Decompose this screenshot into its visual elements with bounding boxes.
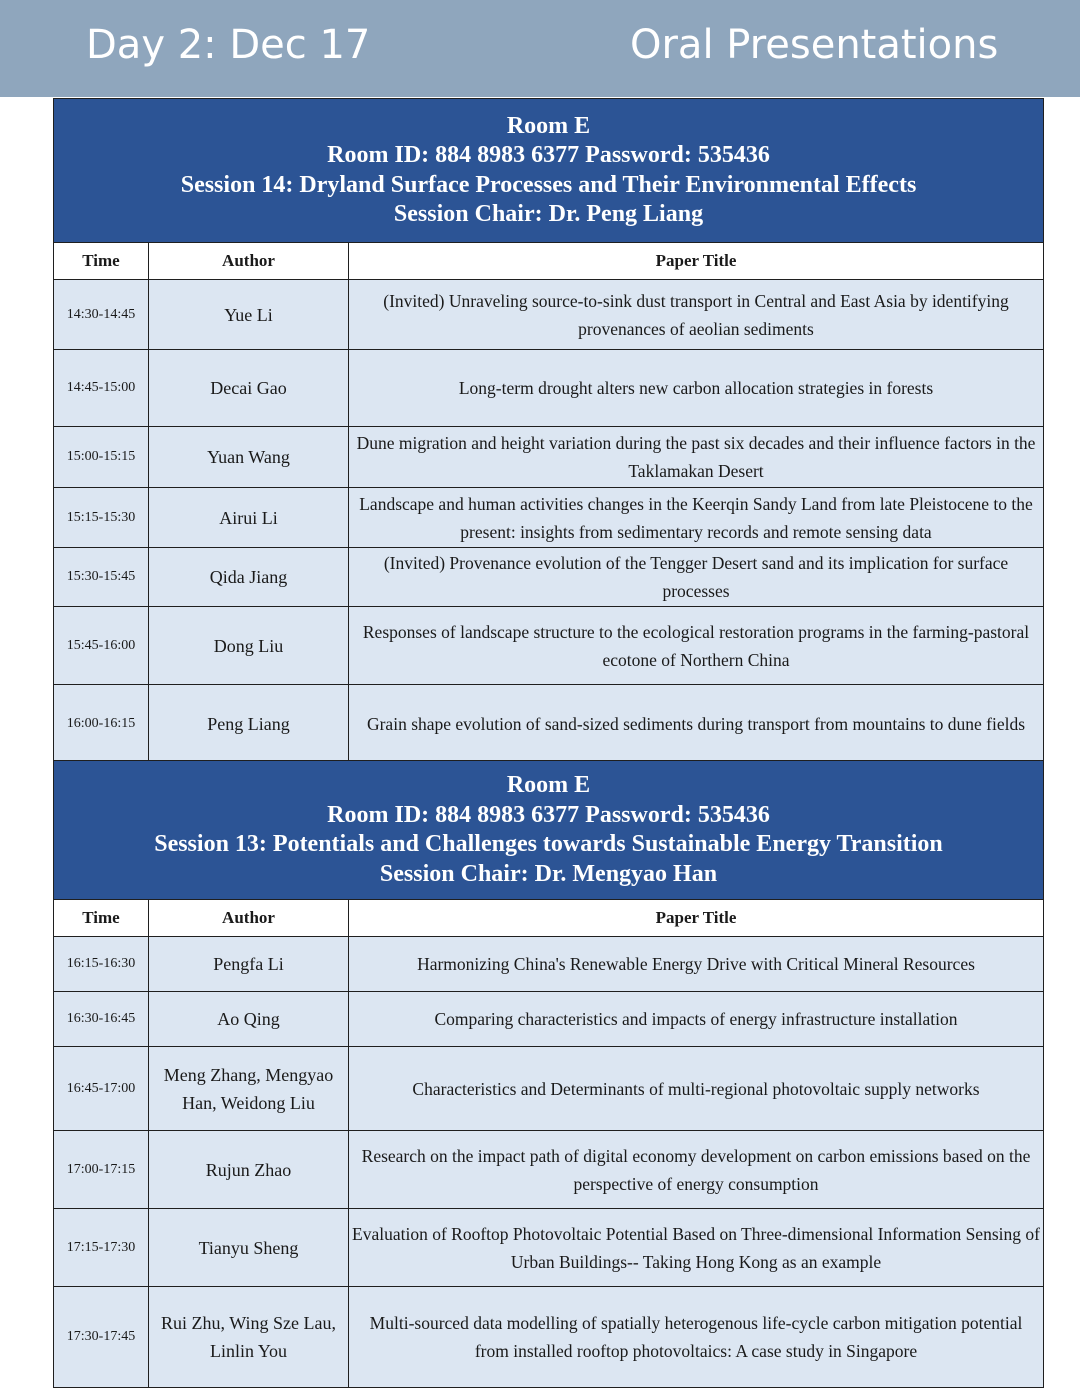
column-header-time: Time (54, 900, 149, 937)
session-chair: Session Chair: Dr. Mengyao Han (379, 860, 718, 887)
time-cell: 17:15-17:30 (54, 1209, 149, 1287)
table-row (54, 1209, 1044, 1287)
table-row (54, 937, 1044, 992)
time-cell: 15:30-15:45 (54, 548, 149, 607)
author-cell: Rui Zhu, Wing Sze Lau, Linlin You (149, 1287, 349, 1388)
session-header (54, 99, 1044, 243)
room-name: Room E (506, 772, 591, 798)
table-row (54, 1047, 1044, 1131)
paper-title-cell: Responses of landscape structure to the ecological restoration programs in the farming-pastoral ecotone of Northern China (349, 607, 1044, 685)
time-cell: 16:15-16:30 (54, 937, 149, 992)
author-cell: Peng Liang (149, 685, 349, 763)
author-cell: Pengfa Li (149, 937, 349, 992)
paper-title-cell: Harmonizing China's Renewable Energy Drive with Critical Mineral Resources (349, 937, 1044, 992)
column-header-title: Paper Title (349, 243, 1044, 280)
time-cell: 16:30-16:45 (54, 992, 149, 1047)
author-cell: Airui Li (149, 488, 349, 548)
author-cell: Yue Li (149, 280, 349, 350)
table-row (54, 685, 1044, 763)
paper-title-cell: Long-term drought alters new carbon allocation strategies in forests (349, 350, 1044, 427)
paper-title-cell: (Invited) Unraveling source-to-sink dust transport in Central and East Asia by identifying provenances of aeolian sediments (349, 280, 1044, 350)
room-id: Room ID: 884 8983 6377 Password: 535436 (327, 142, 770, 168)
paper-title-cell: (Invited) Provenance evolution of the Tengger Desert sand and its implication for surface processes (349, 548, 1044, 607)
paper-title-cell: Research on the impact path of digital economy development on carbon emissions based on the perspective of energy consumption (349, 1131, 1044, 1209)
time-cell: 15:15-15:30 (54, 488, 149, 548)
paper-title-cell: Evaluation of Rooftop Photovoltaic Potential Based on Three-dimensional Information Sensing of Urban Buildings-- Taking Hong Kong as an example (349, 1209, 1044, 1287)
table-row (54, 1287, 1044, 1388)
session-title: Session 13: Potentials and Challenges towards Sustainable Energy Transition (154, 831, 943, 857)
column-header-author: Author (149, 243, 349, 280)
session-title: Session 14: Dryland Surface Processes and Their Environmental Effects (180, 171, 917, 198)
column-header-author: Author (149, 900, 349, 937)
time-cell: 15:00-15:15 (54, 427, 149, 488)
paper-title-cell: Characteristics and Determinants of multi-regional photovoltaic supply networks (349, 1047, 1044, 1131)
session-header (54, 761, 1044, 900)
time-cell: 17:00-17:15 (54, 1131, 149, 1209)
paper-title-cell: Landscape and human activities changes in the Keerqin Sandy Land from late Pleistocene to the present: insights from sedimentary records and remote sensing data (349, 488, 1044, 548)
author-cell: Yuan Wang (149, 427, 349, 488)
paper-title-cell: Multi-sourced data modelling of spatially heterogenous life-cycle carbon mitigation potential from installed rooftop photovoltaics: A case study in Singapore (349, 1287, 1044, 1388)
presentation-type-label: Oral Presentations (630, 22, 999, 68)
session-chair: Session Chair: Dr. Peng Liang (393, 201, 704, 227)
time-cell: 17:30-17:45 (54, 1287, 149, 1388)
table-row (54, 607, 1044, 685)
table-row (54, 992, 1044, 1047)
author-cell: Tianyu Sheng (149, 1209, 349, 1287)
time-cell: 15:45-16:00 (54, 607, 149, 685)
column-header-time: Time (54, 243, 149, 280)
page-banner (0, 0, 1080, 97)
room-name: Room E (506, 112, 591, 139)
table-row (54, 1131, 1044, 1209)
author-cell: Qida Jiang (149, 548, 349, 607)
paper-title-cell: Grain shape evolution of sand-sized sediments during transport from mountains to dune fields (349, 685, 1044, 763)
time-cell: 14:45-15:00 (54, 350, 149, 427)
day-label: Day 2: Dec 17 (86, 22, 371, 68)
time-cell: 16:00-16:15 (54, 685, 149, 763)
session-table-14 (53, 98, 1044, 763)
paper-title-cell: Comparing characteristics and impacts of energy infrastructure installation (349, 992, 1044, 1047)
column-header-title: Paper Title (349, 900, 1044, 937)
time-cell: 16:45-17:00 (54, 1047, 149, 1131)
time-cell: 14:30-14:45 (54, 280, 149, 350)
author-cell: Decai Gao (149, 350, 349, 427)
room-id: Room ID: 884 8983 6377 Password: 535436 (327, 801, 770, 828)
author-cell: Meng Zhang, Mengyao Han, Weidong Liu (149, 1047, 349, 1131)
table-row (54, 427, 1044, 488)
author-cell: Dong Liu (149, 607, 349, 685)
table-row (54, 548, 1044, 607)
table-row (54, 280, 1044, 350)
author-cell: Rujun Zhao (149, 1131, 349, 1209)
session-table-13 (53, 760, 1044, 1388)
author-cell: Ao Qing (149, 992, 349, 1047)
table-row (54, 350, 1044, 427)
paper-title-cell: Dune migration and height variation during the past six decades and their influence factors in the Taklamakan Desert (349, 427, 1044, 488)
table-row (54, 488, 1044, 548)
